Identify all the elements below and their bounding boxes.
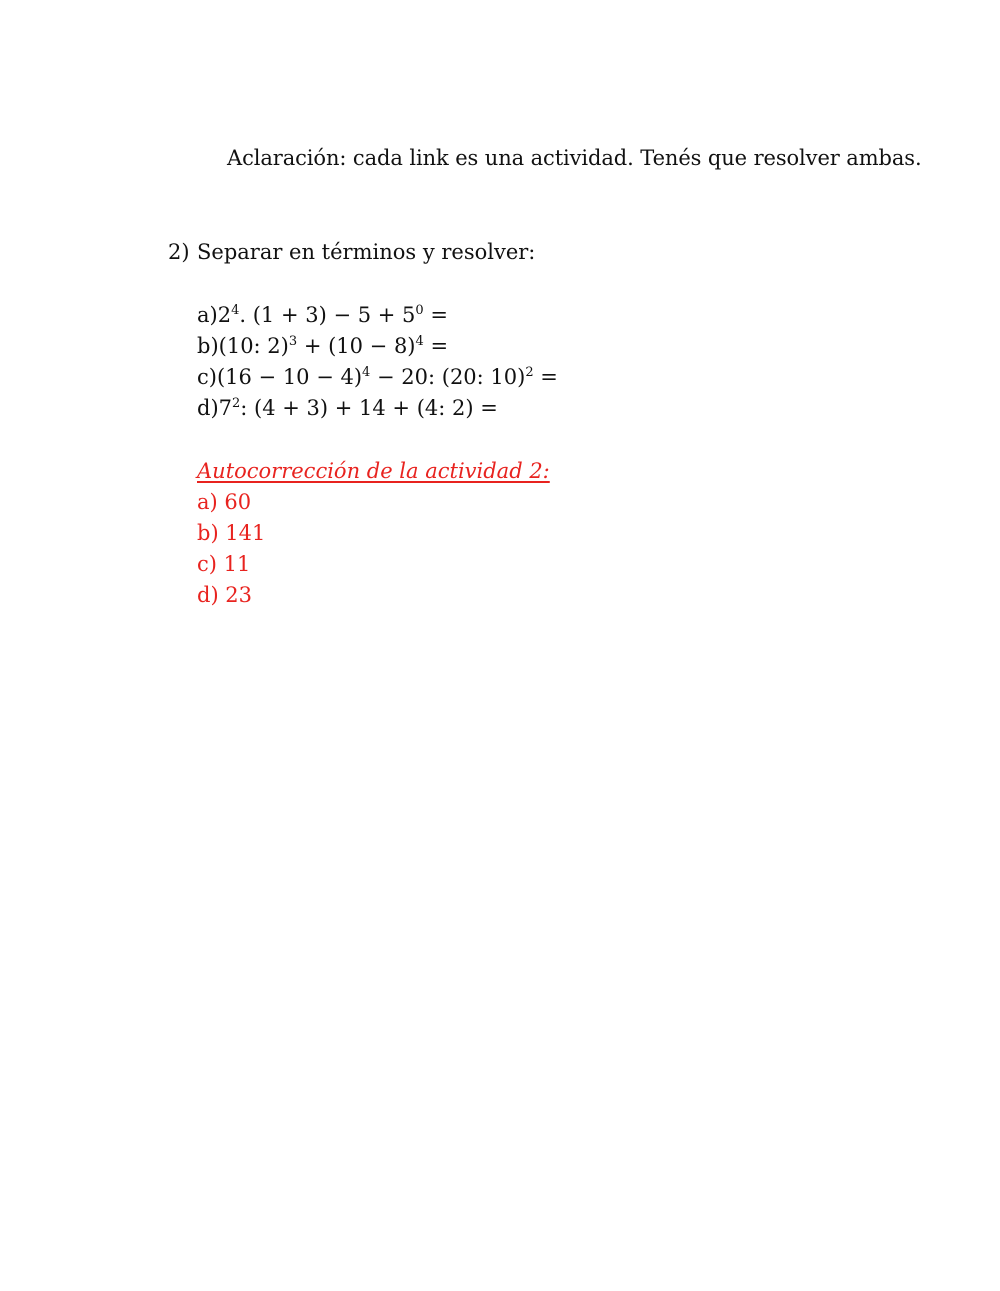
exercise-part: + (10 − 8) xyxy=(297,334,416,358)
exercise-part: d)7 xyxy=(197,396,232,420)
answer-a: a) 60 xyxy=(197,490,252,514)
answer-b: b) 141 xyxy=(197,521,266,545)
question-text: Separar en términos y resolver: xyxy=(197,240,536,264)
exponent: 0 xyxy=(415,303,424,318)
exponent: 2 xyxy=(232,396,241,411)
exponent: 2 xyxy=(525,365,534,380)
exercise-part: c)(16 − 10 − 4) xyxy=(197,365,363,389)
exercise-d xyxy=(197,393,558,424)
exercise-part: . (1 + 3) − 5 + 5 xyxy=(239,303,416,327)
exercise-c xyxy=(197,362,558,393)
exercise-part: = xyxy=(533,365,558,389)
exercise-b xyxy=(197,331,558,362)
exercise-part: = xyxy=(423,334,449,358)
question-number: 2) xyxy=(168,240,190,264)
exponent: 4 xyxy=(415,334,424,349)
exercise-part: − 20: (20: 10) xyxy=(370,365,526,389)
exercise-list xyxy=(197,300,558,424)
answer-c: c) 11 xyxy=(197,552,251,576)
exercise-part: = xyxy=(423,303,448,327)
clarification-note: Aclaración: cada link es una actividad. Tenés que resolver ambas. xyxy=(227,146,922,170)
exponent: 4 xyxy=(231,303,240,318)
exponent: 4 xyxy=(362,365,371,380)
answer-d: d) 23 xyxy=(197,583,253,607)
self-correction-answers xyxy=(197,456,550,611)
answers-heading: Autocorrección de la actividad 2: xyxy=(197,459,550,483)
exercise-part: : (4 + 3) + 14 + (4: 2) = xyxy=(240,396,498,420)
exercise-part: b)(10: 2) xyxy=(197,334,289,358)
exponent: 3 xyxy=(288,334,298,349)
question-2 xyxy=(168,240,535,264)
exercise-a xyxy=(197,300,558,331)
exercise-part: a)2 xyxy=(197,303,232,327)
